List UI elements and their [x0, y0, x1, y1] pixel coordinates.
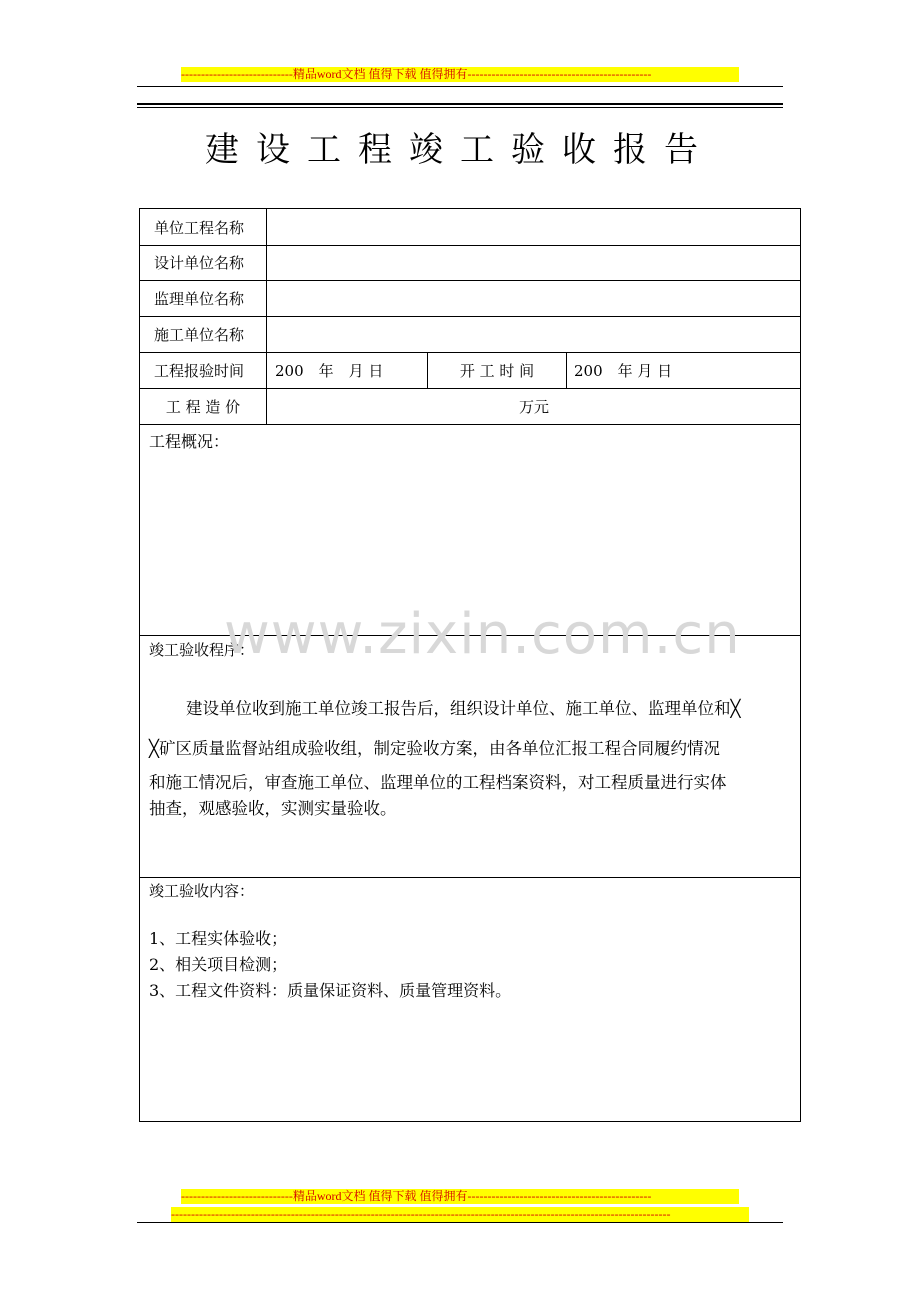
procedure-text [149, 692, 795, 826]
placeholder-mark: ╳ [730, 699, 741, 718]
construction-unit-name-label: 施工单位名称 [154, 325, 245, 344]
procedure-label: 竣工验收程序： [149, 641, 255, 659]
placeholder-mark: ╳ [149, 739, 159, 758]
procedure-line-2: 矿区质量监督站组成验收组，制定验收方案，由各单位汇报工程合同履约情况 [158, 739, 720, 758]
procedure-line-4: 抽查，观感验收，实测实量验收。 [149, 799, 397, 818]
list-item: 2、相关项目检测； [149, 955, 288, 974]
content-label: 竣工验收内容： [149, 882, 255, 900]
watermark: www.zixin.com.cn [224, 602, 741, 667]
row-divider [140, 424, 800, 425]
content-list [149, 926, 511, 1004]
unit-project-name-label: 单位工程名称 [154, 218, 245, 237]
list-item: 3、工程文件资料：质量保证资料、质量管理资料。 [149, 981, 512, 1000]
design-unit-name-field[interactable] [267, 245, 801, 280]
project-cost-label: 工 程 造 价 [165, 397, 241, 416]
section-divider [140, 877, 800, 878]
footer-rule [137, 1222, 783, 1223]
footer-banner: ----------------------------精品word文档 值得下载 值得拥有---------------------------------------------- [181, 1189, 739, 1204]
date-column-divider [566, 352, 567, 388]
header-rule-3 [137, 107, 783, 108]
inspection-date-field[interactable]: 200 年 月 日 [275, 361, 384, 380]
supervision-unit-name-field[interactable] [267, 280, 801, 316]
supervision-unit-name-label: 监理单位名称 [154, 289, 245, 308]
design-unit-name-label: 设计单位名称 [154, 254, 245, 272]
header-rule-1 [137, 86, 783, 87]
header-rule-2 [137, 103, 783, 105]
project-cost-field[interactable]: 万元 [518, 397, 549, 416]
overview-label: 工程概况： [149, 432, 230, 451]
inspection-time-label: 工程报验时间 [154, 361, 245, 380]
unit-project-name-field[interactable] [267, 209, 801, 245]
start-date-field[interactable]: 200 年 月 日 [574, 361, 673, 380]
procedure-line-1: 建设单位收到施工单位竣工报告后，组织设计单位、施工单位、监理单位和 [186, 699, 731, 718]
procedure-line-3: 和施工情况后，审查施工单位、监理单位的工程档案资料，对工程质量进行实体 [149, 773, 727, 792]
page-title: 建设工程竣工验收报告 [205, 130, 715, 170]
start-time-label: 开 工 时 间 [459, 361, 535, 380]
list-item: 1、工程实体验收； [149, 929, 288, 948]
footer-banner-dashes: ----------------------------------------------------------------------------------------------------------------------------- [171, 1207, 749, 1222]
construction-unit-name-field[interactable] [267, 316, 801, 352]
header-banner: ----------------------------精品word文档 值得下载 值得拥有---------------------------------------------- [181, 67, 739, 82]
